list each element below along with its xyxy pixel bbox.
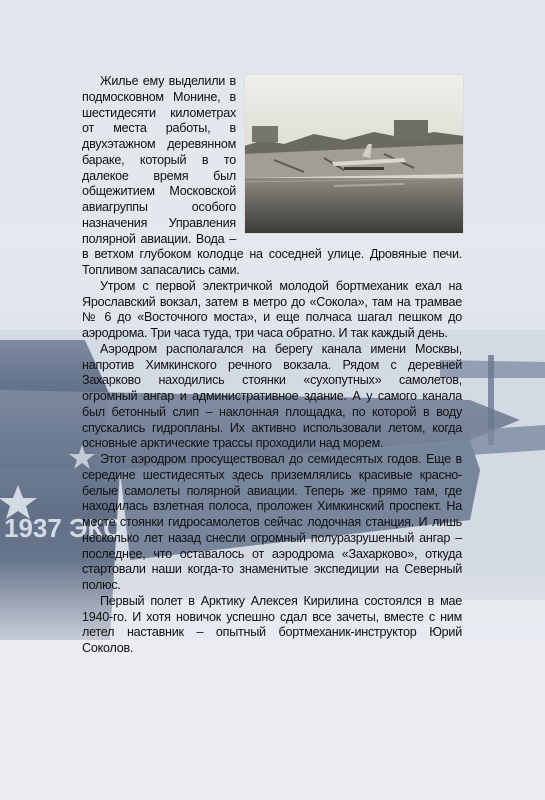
article-text: [82, 74, 462, 657]
paragraph-3: Аэродром располагался на берегу канала имени Москвы, напротив Химкинского речного вокзала. Рядом с деревней Захарково находились стоянки «сухопутных» самолетов, огромный ангар и административное здание. А у самого канала был бетонный слип – наклонная площадка, по которой в воду спускались гидропланы. Их активно использовали летом, когда основные арктические трассы проходили над морем.: [82, 341, 462, 451]
paragraph-4: Этот аэродром просуществовал до семидесятых годов. Еще в середине шестидесятых здесь приземлялись красивые красно-белые самолеты полярной авиации. Теперь же прямо там, где находилась взлетная полоса, проложен Химкинский проспект. На месте стоянки гидросамолетов сейчас лодочная станция. И лишь несколько лет назад снесли огромный полуразрушенный ангар – последнее, что оставалось от аэродрома «Захарково», откуда стартовали наши когда-то знаменитые экспедиции на Северный полюс.: [82, 452, 462, 592]
plane-marking-text: 1937 ЭКС: [4, 513, 122, 543]
paragraph-2: Утром с первой электричкой молодой бортмеханик ехал на Ярославский вокзал, затем в метро до «Сокола», там на трамвае № 6 до «Восточного моста», и еще полчаса шагал пешком до аэродрома. Три часа туда, три часа обратно. И так каждый день.: [82, 278, 462, 340]
paragraph-1: Жилье ему выделили в подмосковном Монине, в шестидесяти километрах от места работы, в двухэтажном деревянном бараке, который в то далекое время был общежитием Московской авиагруппы особого назначения Управления полярной авиации. Вода – в ветхом глубоком колодце на соседней улице. Дровяные печи. Топливом запасались сами.: [82, 74, 462, 277]
paragraph-5: Первый полет в Арктику Алексея Кирилина состоялся в мае 1940-го. И хотя новичок успешно сдал все зачеты, вместе с ним летел наставник – опытный бортмеханик-инструктор Юрий Соколов.: [82, 593, 462, 655]
inset-photo-seaplane: [244, 74, 464, 234]
